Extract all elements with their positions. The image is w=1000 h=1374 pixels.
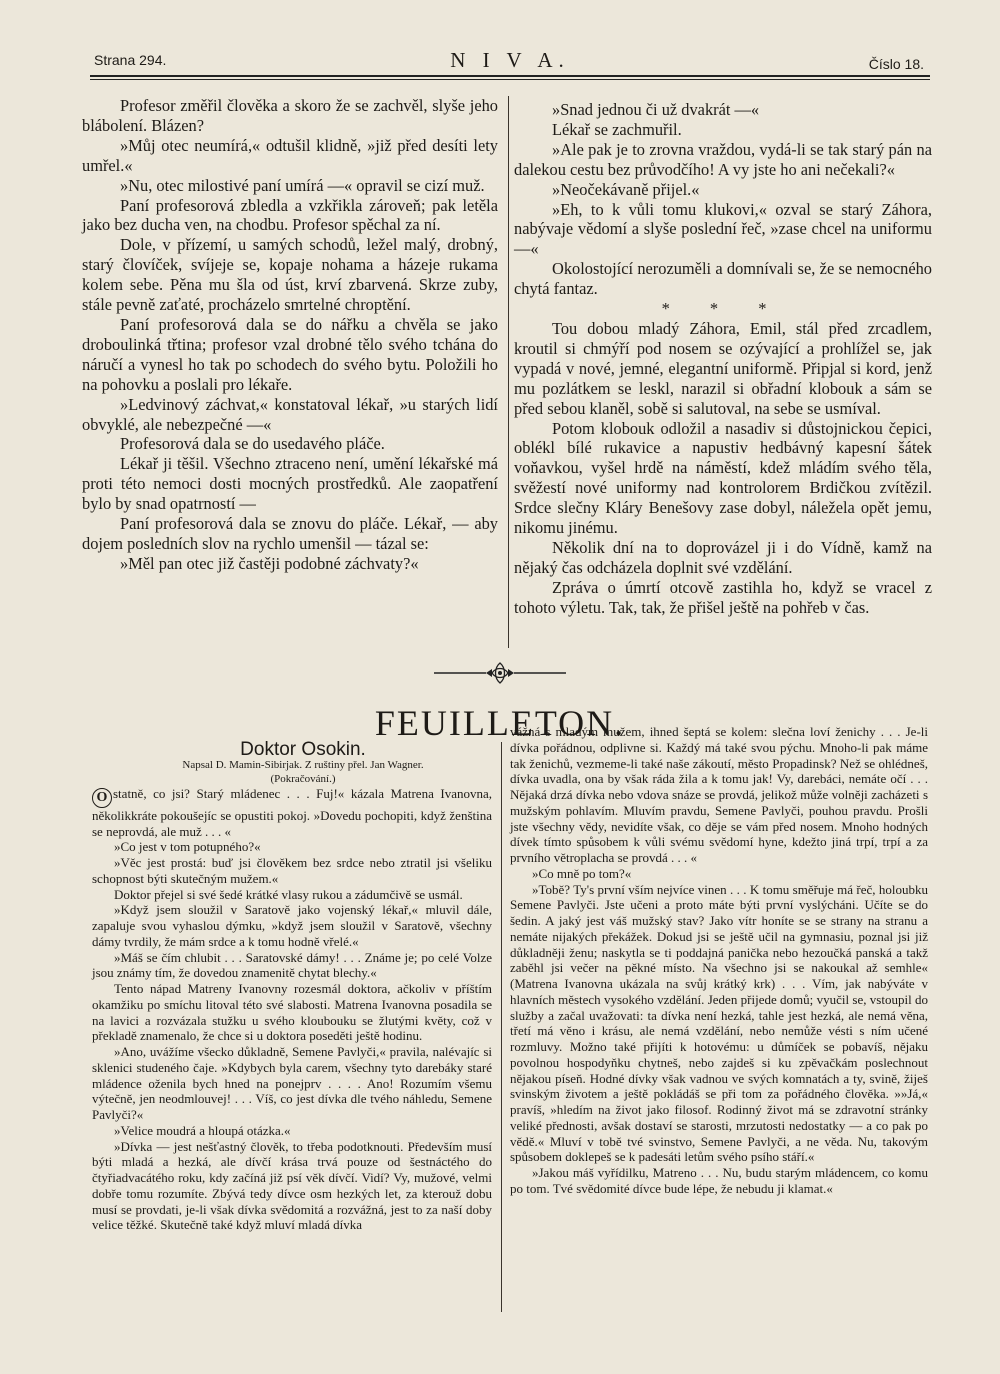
article-right-column [514,100,932,618]
issue-number: Číslo 18. [868,56,924,72]
story-title: Doktor Osokin. [240,739,366,760]
paragraph: »Tobě? Ty's první vším nejvíce vinen . . . K tomu směřuje má řeč, holoubku Semene Pavlyči. Jste učeni a proto máte býti první vyslýcháni. Učíte se do šedin. A jaký jest váš mužský stav? Jako vítr honíte se se strany na stranu a nemáte nijakých překážek. Dokud jsi se ještě učil na gymnasiu, poznal jsi již důkladněji ženu; naskytla se ti poddajná panička nebo hezoučká panská a takž zaběhl jsi večer na pěkné místo. Na všechno jsi se nakoukal až semhle« (Matrena Ivanovna ukázala na svůj krátký krk) . . . Vím, jak nabýváte v hlavních městech vysokého vzdělání. Jeden přijede domů; vyučil se, vstoupil do služby a začal uvažovati: ta dívka není hezká, tahle jest hezká, ale nemá věna, třetí má věno i krásu, ale nemá vzdělání, nebo nemůže vésti s ním učené rozmluvy. Možno také přijíti k hotovému: u důmíček se pobavíš, nějaku povolnou hospodyňku chytneš, nebo zajdeš si ku zpěvačkám poslechnout nějakou píseň. Hodné dívky však vadnou ve svých komnatách a ty, svině, žiješ svinským životem a ještě pokládáš se při tom za pořádného člověka. »»Já,« pravíš, »hledím na život jako filosof. Rodinný život má se zdravotní stránky veliké přednosti, avšak dostaví se starosti, mrzutosti nedostatky — a co pak po vědě.« Mluví v tobě tvé svinstvo, Semene Pavlyči, a ne věda. Nu, takovým spůsobem doklepeš se k padesáti letům svého psího stáří.« [510,881,928,1165]
paragraph: »Ano, uvážíme všecko důkladně, Semene Pavlyči,« pravila, nalévajíc si sklenici studeného čaje. »Kdybych byla carem, všechny tyto darebáky staré mládence oženila bych hned na ponejprv . . . . Ano! Rozumím všemu výtečně, jen neodmlouvej! . . . Víš, co jest dívka dle tvého náhledu, Semene Pavlyči?« [92,1044,492,1122]
paragraph: »Snad jednou či už dvakrát —« [552,100,760,119]
paragraph: Paní profesorová dala se znovu do pláče. Lékař, — aby dojem posledních slov na rychlo umenšil — tázal se: [82,514,498,553]
paragraph: »Co jest v tom potupného?« [114,839,261,855]
paragraph: »Co mně po tom?« [532,865,632,881]
paragraph: Dole, v přízemí, u samých schodů, ležel malý, drobný, starý človíček, svíjeje se, kopaje nohama a házeje rukama kolem sebe. Pěna mu šla od úst, krví zbarvená. Skrze zuby, stále pevně zaťaté, procházelo smrtelné chroptění. [82,235,498,315]
byline: Napsal D. Mamin-Sibirjak. Z ruštiny přel. Jan Wagner. [182,758,424,771]
paragraph: »Když jsem sloužil v Saratově jako vojenský lékař,« mluvil dále, zapaluje svou vyhaslou dýmku, »když jsem sloužil v Saratově, všechny dámy tvrdily, že mám srdce a k tomu hodně vřelé.« [92,902,492,949]
article-left-column [82,96,498,574]
paragraph: Paní profesorová dala se do nářku a chvěla se jako droboulinká třtina; profesor vzal drobné tělo svého tchána do náručí a vynesl ho tak po schodech do svého bytu. Položili ho na pohovku a poslali pro lékaře. [82,314,498,394]
paragraph: Několik dní na to doprovázel ji i do Vídně, kamž na nějaký čas odcházela doplnit své vzdělání. [514,537,932,577]
ornament-divider-icon [430,660,570,686]
paragraph: »Neočekávaně přijel.« [552,179,700,199]
page-header [90,50,930,74]
paragraph: »Velice moudrá a hloupá otázka.« [114,1122,291,1138]
paragraph: »Měl pan otec již častěji podobné záchvaty?« [120,553,419,573]
feuilleton-left-column [92,739,492,1233]
paragraph: Lékař ji těšil. Všechno ztraceno není, umění lékařské má proti této nemoci dosti mocných prostředků. Ale zaopatření bylo by snad opatrností — [82,454,498,514]
feuilleton-heading: FEUILLETON. [374,703,626,743]
paragraph: »Jakou máš vyřídilku, Matreno . . . Nu, budu starým mládencem, co komu po tom. Tvé svědomité dívce bude lépe, že nebudu ji klamat.« [510,1165,928,1196]
paragraph: »Eh, to k vůli tomu klukovi,« ozval se starý Záhora, nabývaje vědomí a slyše poslední řeč, »zase chcel na uniformu —« [514,199,932,259]
feuilleton-right-column [510,724,928,1197]
paragraph: »Dívka — jest nešťastný člověk, to třeba podotknouti. Především musí býti mladá a hezká, ale dívčí krása trvá pouze od šestnáctého do čtyřiadvacátého roku, kdy začíná již psí věk dívčí. Vidí? Vy, mužové, velmi dobře tomu rozumíte. Zbývá tedy dívce osm hezkých let, za kterouž dobu musí se provdati, je-li však dívka svědomitá a rozvážná, jest to za naší doby velice těžké. Skutečně také když mluví mladá dívka [92,1138,492,1233]
paragraph: »Můj otec neumírá,« odtušil klidně, »již před desíti lety umřel.« [82,135,498,175]
paragraph: Paní profesorová zbledla a vzkřikla zároveň; pak letěla jako bez ducha ven, na chodbu. Profesor spěchal za ní. [82,195,498,235]
paragraph: Zpráva o úmrtí otcově zastihla ho, když se vracel z tohoto výletu. Tak, tak, že přišel ještě na pohřeb v čas. [514,577,932,617]
paragraph: Lékař se zachmuřil. [552,119,682,139]
paragraph: »Ledvinový záchvat,« konstatoval lékař, »u starých lidí obvyklé, ale nebezpečné —« [82,394,498,434]
paragraph: Profesor změřil člověka a skoro že se zachvěl, slyše jeho blábolení. Blázen? [82,96,498,135]
paragraph: vážná s mladým mužem, ihned šeptá se kolem: slečna loví ženichy . . . Je-li dívka pořádnou, odplivne si. Každý má také svou pýchu. Mnoho-li pak máme tak ženichů, vezmeme-li také naše zákoutí, město Propadinsk? Než se ohlédneš, dívka uvadla, ona by však ráda žila a k tomu jak! Vy, darebáci, nemáte očí . . . Nějaká drzá dívka nebo vdova snáze se provdá, jelikož může volněji zacházeti s mužským pohlavím. Mluvím pravdu, Semene Pavlyči, pouhou pravdu. Prošli jste všechny vědy, nevidíte však, co děje se vám před nosem. Mnoho hodných dívek tímto spůsobem k vůli svému svědomí hyne, kdežto jiná trpí, trpí a za prvního větroplacha se provdá . . . « [510,724,928,865]
paragraph: »Máš se čím chlubit . . . Saratovské dámy! . . . Známe je; po celé Volze jsou známy tím, že dovedou znamenitě chytat blechy.« [92,949,492,981]
section-separator: * * * [661,299,785,319]
header-rule-thin [90,79,930,80]
paragraph: »Nu, otec milostivé paní umírá —« opravil se cizí muž. [120,175,485,195]
column-divider [508,96,509,648]
magazine-title: N I V A. [450,48,570,72]
paragraph: Potom klobouk odložil a nasadiv si důstojnickou čepici, oblékl bílé rukavice a napustiv hedbávný kapesní šátek voňavkou, vyšel hrdě na náměstí, kdež mládím svého těla, svěžestí nové uniformy nad kontrolorem Brdičkou zvítězil. Srdce slečny Kláry Benešovy zase dobyl, náležela opět jemu, nikomu jinému. [514,418,932,538]
drop-cap: O [92,788,112,808]
header-rule [90,75,930,77]
paragraph: Profesorová dala se do usedavého pláče. [120,434,385,454]
paragraph: Doktor přejel si své šedé krátké vlasy rukou a zádumčivě se usmál. [114,886,463,902]
paragraph: »Ale pak je to zrovna vraždou, vydá-li se tak starý pán na dalekou cestu bez průvodčího! A vy jste ho ani nečekali?« [514,139,932,179]
paragraph: »Věc jest prostá: buď jsi člověkem bez srdce nebo ztratil jsi všeliku schopnost býti skutečným mužem.« [92,855,492,886]
paragraph: Okolostojící nerozuměli a domnívali se, že se nemocného chytá fantaz. [514,259,932,299]
continued-note: (Pokračování.) [270,772,336,785]
feuilleton-column-divider [501,742,502,1312]
page-number: Strana 294. [94,52,167,68]
paragraph: Tou dobou mladý Záhora, Emil, stál před zrcadlem, kroutil si chmýří pod nosem se ozývající a prohlížel se, jak vypadá v nové, jemné, elegantní uniformě. Připjal si kord, jenž mu pozlátkem se leskl, narazil si obřadní klobouk a sám se před sebou klaněl, sobě si salutoval, na sebe se usmíval. [514,318,932,418]
paragraph-text: statně, co jsi? Starý mládenec . . . Fuj!« kázala Matrena Ivanovna, několikkráte pokoušejíc se opustiti pokoj. »Dovedu pochopiti, když ženština se neprovdá, ale muž . . . « [92,785,492,839]
paragraph: Tento nápad Matreny Ivanovny rozesmál doktora, ačkoliv v příštím okamžiku po smíchu litoval této své slabosti. Matrena Ivanovna posadila se na lavici a rozvázala stužku u svého kloubouku se žlutými květy, což v překladě znamenalo, že chce si u doktora poseděti ještě hodinu. [92,981,492,1044]
paragraph [92,786,492,840]
